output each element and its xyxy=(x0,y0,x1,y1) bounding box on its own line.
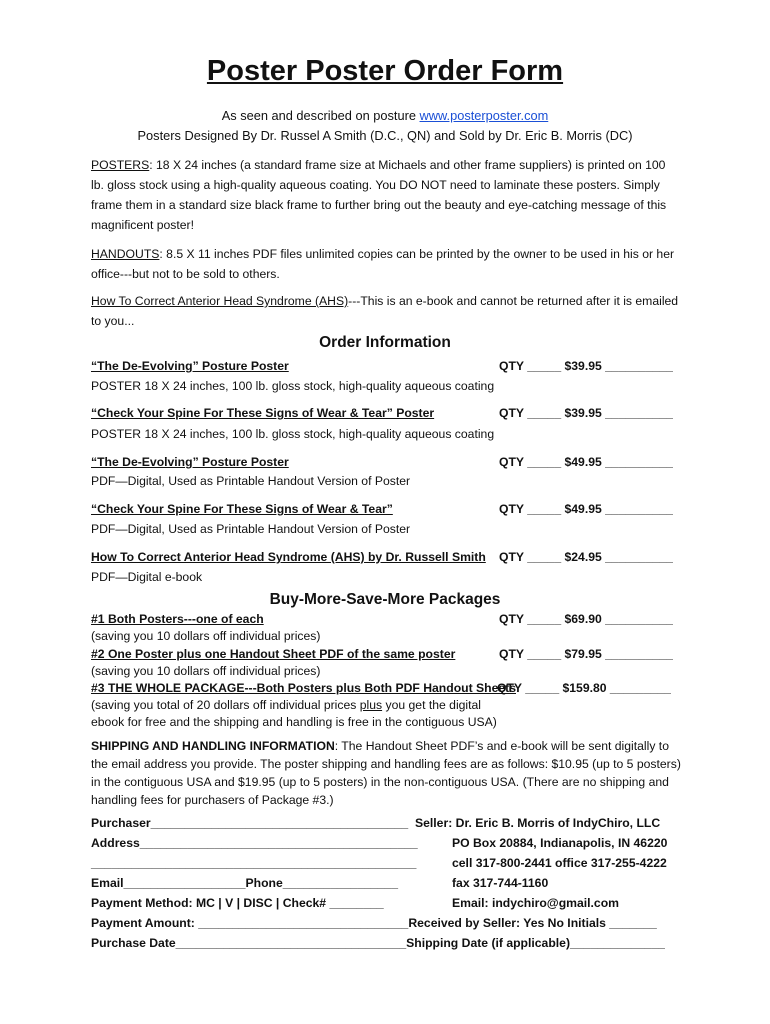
product-qty-price-field[interactable]: QTY _____ $49.95 __________ xyxy=(499,455,673,469)
package-description xyxy=(91,697,511,731)
seller-name: Seller: Dr. Eric B. Morris of IndyChiro, LLC xyxy=(415,816,661,830)
address-line-2-field[interactable]: ________________________________________________ xyxy=(91,856,417,870)
shipping-label: SHIPPING AND HANDLING INFORMATION xyxy=(91,739,335,753)
shipping-text: : The Handout Sheet PDF’s and e-book will be sent digitally to the email address you provide. The poster shipping and handling fees are as follows: $10.95 (up to 5 posters) in the contiguous USA and $19.95 (up to 5 posters) in the non-contiguous USA. (There are no shipping and handling fees for purchasers of Package #3.) xyxy=(91,739,681,807)
package-qty-price-field[interactable]: QTY _____ $79.95 __________ xyxy=(499,647,673,661)
product-description: POSTER 18 X 24 inches, 100 lb. gloss stock, high-quality aqueous coating xyxy=(91,379,495,393)
posters-paragraph xyxy=(91,155,681,235)
product-description: PDF—Digital, Used as Printable Handout Version of Poster xyxy=(91,474,411,488)
ebook-paragraph xyxy=(91,291,681,331)
package-row xyxy=(91,645,681,663)
seller-address: PO Box 20884, Indianapolis, IN 46220 xyxy=(452,836,668,850)
packages-heading: Buy-More-Save-More Packages xyxy=(269,591,501,608)
email-phone-field[interactable]: Email__________________Phone_________________ xyxy=(91,876,398,890)
package-name: #3 THE WHOLE PACKAGE---Both Posters plus Both PDF Handout Sheets xyxy=(91,681,516,695)
package-description-suffix: you get the digital ebook for free and the shipping and handling is free in the contiguous USA) xyxy=(91,698,497,729)
product-qty-price-field[interactable]: QTY _____ $24.95 __________ xyxy=(499,550,673,564)
product-name: “The De-Evolving” Posture Poster xyxy=(91,455,289,469)
product-name: How To Correct Anterior Head Syndrome (AHS) by Dr. Russell Smith xyxy=(91,550,486,564)
product-name: “Check Your Spine For These Signs of Wear & Tear” xyxy=(91,502,393,516)
handouts-label: HANDOUTS xyxy=(91,247,160,261)
payment-method-field[interactable]: Payment Method: MC | V | DISC | Check# ________ xyxy=(91,896,384,910)
package-name: #1 Both Posters---one of each xyxy=(91,612,264,626)
package-qty-price-field[interactable]: QTY _____ $159.80 _________ xyxy=(497,681,671,695)
posters-text: : 18 X 24 inches (a standard frame size at Michaels and other frame suppliers) is printed on 100 lb. gloss stock using a high-quality aqueous coating. You DO NOT need to laminate these posters. Simply frame them in a standard size black frame to further bring out the beauty and eye-catching message of this magnificent poster! xyxy=(91,158,667,232)
purchase-date-field[interactable]: Purchase Date__________________________________Shipping Date (if applicable)______________ xyxy=(91,936,665,950)
subtitle-line-2: Posters Designed By Dr. Russel A Smith (D.C., QN) and Sold by Dr. Eric B. Morris (DC) xyxy=(137,128,633,143)
shipping-paragraph xyxy=(91,737,681,809)
address-field[interactable]: Address_________________________________________ xyxy=(91,836,418,850)
package-row xyxy=(91,610,681,628)
package-qty-price-field[interactable]: QTY _____ $69.90 __________ xyxy=(499,612,673,626)
product-qty-price-field[interactable]: QTY _____ $39.95 __________ xyxy=(499,359,673,373)
product-qty-price-field[interactable]: QTY _____ $39.95 __________ xyxy=(499,406,673,420)
posters-label: POSTERS xyxy=(91,158,150,172)
seller-fax: fax 317-744-1160 xyxy=(452,876,549,890)
product-row xyxy=(91,452,681,472)
handouts-text: : 8.5 X 11 inches PDF files unlimited copies can be printed by the owner to be used in his or her office---but not to be sold to others. xyxy=(91,247,675,281)
order-information-heading: Order Information xyxy=(319,334,451,351)
subtitle-prefix: As seen and described on posture xyxy=(221,108,420,123)
product-name: “The De-Evolving” Posture Poster xyxy=(91,359,289,373)
seller-phone: cell 317-800-2441 office 317-255-4222 xyxy=(452,856,667,870)
ebook-text: ---This is an e-book and cannot be returned after it is emailed to you... xyxy=(91,294,679,328)
handouts-paragraph xyxy=(91,244,681,284)
product-name: “Check Your Spine For These Signs of Wear & Tear” Poster xyxy=(91,406,435,420)
website-link[interactable]: www.posterposter.com xyxy=(419,108,549,123)
product-row xyxy=(91,499,681,519)
package-row xyxy=(91,679,681,697)
package-description-prefix: (saving you total of 20 dollars off individual prices xyxy=(91,698,360,712)
product-qty-price-field[interactable]: QTY _____ $49.95 __________ xyxy=(499,502,673,516)
product-description: POSTER 18 X 24 inches, 100 lb. gloss stock, high-quality aqueous coating xyxy=(91,427,495,441)
payment-amount-field[interactable]: Payment Amount: _______________________________Received by Seller: Yes No Initials _______ xyxy=(91,916,657,930)
subtitle-line-1 xyxy=(0,106,770,126)
package-description-emphasis: plus xyxy=(359,698,383,712)
product-row xyxy=(91,403,681,423)
product-description: PDF—Digital, Used as Printable Handout Version of Poster xyxy=(91,522,411,536)
purchaser-field[interactable]: Purchaser______________________________________ xyxy=(91,816,409,830)
package-name: #2 One Poster plus one Handout Sheet PDF of the same poster xyxy=(91,647,456,661)
product-row xyxy=(91,547,681,567)
package-description: (saving you 10 dollars off individual prices) xyxy=(91,629,321,643)
product-row xyxy=(91,356,681,376)
ebook-label: How To Correct Anterior Head Syndrome (AHS) xyxy=(91,294,349,308)
seller-email: Email: indychiro@gmail.com xyxy=(452,896,619,910)
product-description: PDF—Digital e-book xyxy=(91,570,203,584)
page-title: Poster Poster Order Form xyxy=(206,55,564,87)
package-description: (saving you 10 dollars off individual prices) xyxy=(91,664,321,678)
